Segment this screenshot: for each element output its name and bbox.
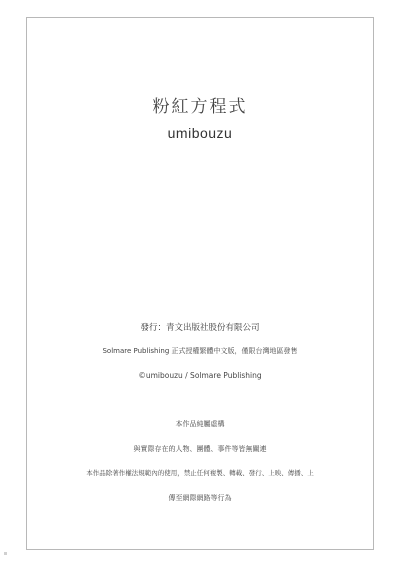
copyright-restriction-notice: 本作品除著作權法規範內的使用，禁止任何複製、轉載、發行、上映、傳播、上 bbox=[86, 469, 314, 477]
copyright-restriction-notice-continued: 傳至網際網路等行為 bbox=[168, 494, 232, 502]
license-line: Solmare Publishing 正式授權繁體中文版，僅限台灣地區發售 bbox=[102, 347, 298, 355]
fiction-notice: 本作品純屬虛構 bbox=[175, 420, 225, 428]
corner-mark bbox=[4, 552, 7, 555]
book-author: umibouzu bbox=[167, 125, 233, 141]
publisher-line: 發行：青文出版社股份有限公司 bbox=[140, 323, 260, 333]
book-title: 粉紅方程式 bbox=[152, 97, 248, 117]
no-relation-notice: 與實際存在的人物、團體、事件等皆無關連 bbox=[133, 445, 267, 453]
copyright-line: ©umibouzu / Solmare Publishing bbox=[138, 371, 262, 380]
